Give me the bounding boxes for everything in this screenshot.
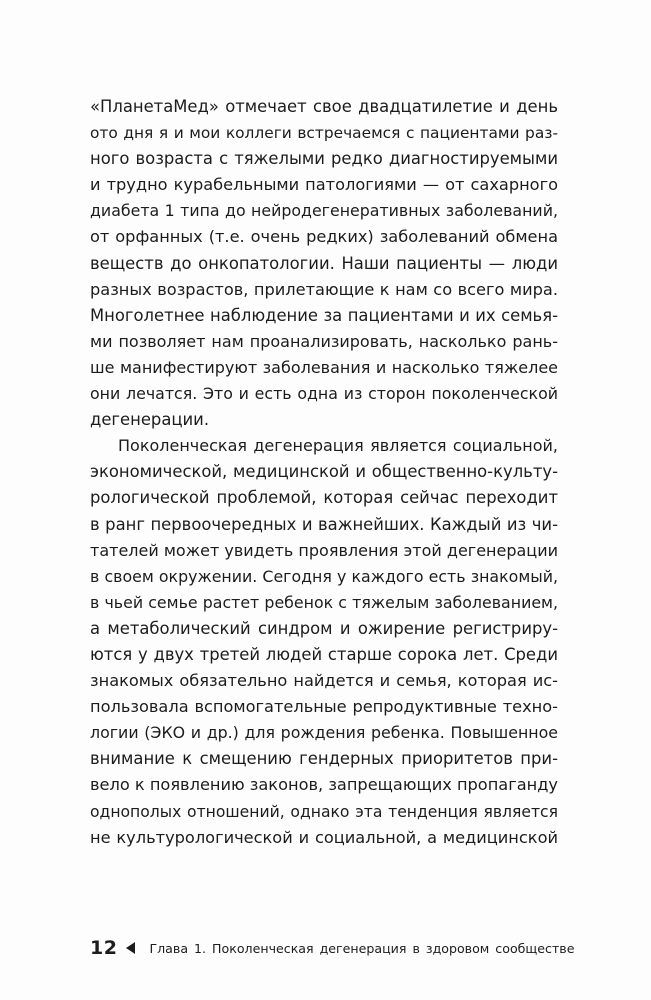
paragraph-1 [90,94,558,433]
text-line: Многолетнее наблюдение за пациентами и их семья- [90,305,558,325]
text-line: ми позволяет нам проанализировать, насколько рань- [90,331,558,351]
text-line: внимание к смещению гендерных приоритетов при- [90,749,558,769]
text-line: в своем окружении. Сегодня у каждого есть знакомый, [90,566,558,586]
left-triangle-icon [126,942,135,954]
text-line: веществ до онкопатологии. Наши пациенты — люди [90,253,558,273]
text-line: ото дня я и мои коллеги встречаемся с пациентами раз- [90,124,558,143]
text-line: в чьей семье растет ребенок с тяжелым заболеванием, [90,592,558,612]
running-title: Глава 1. Поколенческая дегенерация в здоровом сообществе [149,940,575,956]
text-line: однополых отношений, однако эта тенденция является [90,802,558,821]
paragraph-2 [90,433,558,851]
text-line: и трудно курабельными патологиями — от сахарного [90,175,558,195]
text-line: «ПланетаМед» отмечает свое двадцатилетие и день [90,97,558,116]
text-line: тателей может увидеть проявления этой дегенерации [90,540,558,560]
text-line: ного возраста с тяжелыми редко диагностируемыми [90,149,558,169]
text-line: дегенерации. [90,410,210,430]
text-line: рологической проблемой, которая сейчас переходит [90,488,558,508]
text-line: а метаболический синдром и ожирение регистриру- [90,618,558,638]
text-line: диабета 1 типа до нейродегенеративных заболеваний, [90,201,558,221]
text-line: вело к появлению законов, запрещающих пропаганду [90,775,558,795]
text-line: Поколенческая дегенерация является социальной, [118,436,558,456]
text-line: от орфанных (т.е. очень редких) заболеваний обмена [90,227,558,247]
page-footer [90,936,574,960]
text-line: ются у двух третей людей старше сорока лет. Среди [90,644,558,664]
text-line: пользовала вспомогательные репродуктивные техно- [90,697,558,717]
text-line: разных возрастов, прилетающие к нам со всего мира. [90,279,558,299]
body-text [90,94,558,851]
text-line: логии (ЭКО и др.) для рождения ребенка. Повышенное [90,723,558,743]
text-line: экономической, медицинской и общественно-культу- [90,462,558,482]
text-line: ше манифестируют заболевания и насколько тяжелее [90,357,558,377]
text-line: в ранг первоочередных и важнейших. Каждый из чи- [90,514,558,534]
text-line: они лечатся. Это и есть одна из сторон поколенческой [90,384,558,404]
text-line: не культурологической и социальной, а медицинской [90,827,558,847]
text-line: знакомых обязательно найдется и семья, которая ис- [90,671,558,691]
page-number: 12 [90,937,118,959]
